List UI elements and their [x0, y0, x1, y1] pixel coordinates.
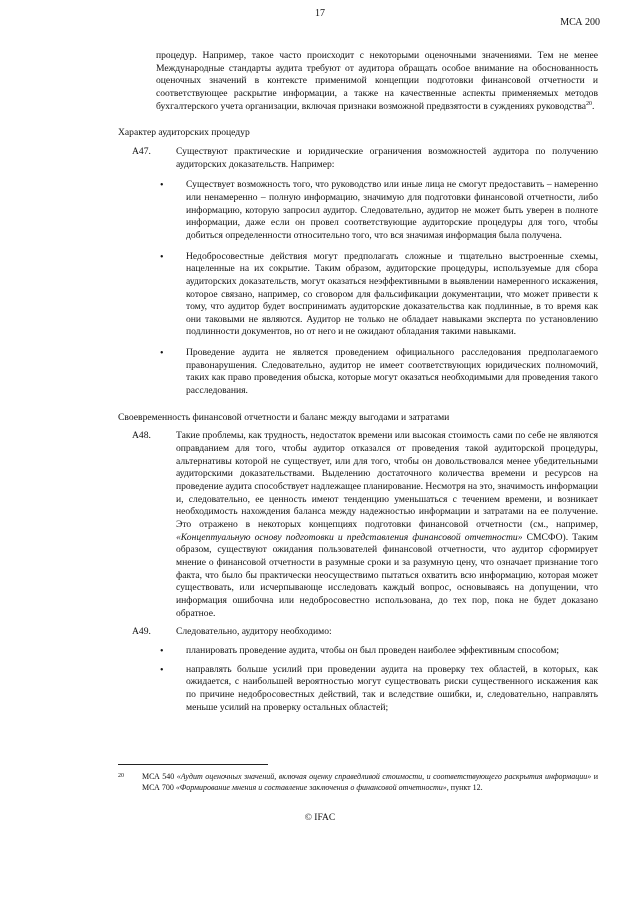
- footnote-number: 20: [118, 773, 124, 779]
- footnote-title-isa540: «Аудит оценочных значений, включая оценку справедливой стоимости, и соответствующего раскрытия информации»: [176, 772, 592, 781]
- bullet-icon: •: [160, 645, 164, 657]
- section-heading-nature-of-procedures: Характер аудиторских процедур: [118, 127, 250, 139]
- paragraph-text-part: СМСФО). Таким образом, существуют ожидания пользователей финансовой отчетности, что аудитор сформирует мнение о финансовой отчетности в разумные сроки и за разумную цену, что означает признание того факта, что было бы практически неосуществимо пытаться охватить всю информацию, которая может существовать, или исчерпывающе исследовать каждый вопрос, основываясь на допущении, что информация ошибочна или недобросовестно использована, до тех пор, пока не будет доказано обратное.: [176, 531, 598, 619]
- list-item: [118, 347, 598, 398]
- paragraph-text: Следовательно, аудитору необходимо:: [176, 626, 332, 638]
- list-item-text: Проведение аудита не является проведением официального расследования предполагаемого правонарушения. Следовательно, аудитор не имеет соответствующих юридических полномочий, таких как право проведения обыска, которые могут оказаться необходимыми для проведения такого расследования.: [186, 347, 598, 397]
- footnote-text: [118, 772, 598, 794]
- paragraph-text-part: Такие проблемы, как трудность, недостаток времени или высокая стоимость сами по себе не являются оправданием для того, чтобы аудитор отказался от проведения такой аудиторской процедуры, альтернативы которой не существует, или для того, чтобы он довольствовался менее убедительными аудиторскими доказательствами. Выделению достаточного количества времени и ресурсов на проведение аудита способствует надлежащее планирование. Несмотря на это, значимость информации и, следовательно, ее ценность имеют тенденцию уменьшаться с течением времени, и возникает необходимость нахождения баланса между надежностью информации и затратами на ее получение. Это отражено в некоторых концепциях подготовки финансовой отчетности (см., например,: [176, 430, 599, 530]
- footnote: [118, 772, 598, 794]
- framework-title: «Концептуальную основу подготовки и представления финансовой отчетности»: [176, 531, 523, 543]
- paragraph-number: A47.: [132, 145, 151, 157]
- list-item: [118, 251, 598, 340]
- page-footer-copyright: © IFAC: [304, 813, 336, 823]
- list-item: [118, 645, 598, 658]
- footnote-reference[interactable]: 20: [586, 100, 592, 107]
- page-content: [118, 50, 598, 714]
- paragraph-a47: [118, 146, 598, 171]
- paragraph-a49: [118, 626, 598, 639]
- footnote-text-part: МСА 540: [142, 772, 177, 781]
- paragraph-a48: [118, 430, 598, 620]
- list-item-text: планировать проведение аудита, чтобы он был проведен наиболее эффективным способом;: [186, 644, 560, 656]
- bullet-icon: •: [160, 251, 164, 263]
- paragraph-number: A49.: [132, 626, 151, 638]
- intro-paragraph: [156, 50, 598, 113]
- paragraph-text: Существуют практические и юридические ограничения возможностей аудитора по получению аудиторских доказательств. Например:: [176, 145, 598, 170]
- bullet-icon: •: [160, 664, 164, 676]
- paragraph-number: A48.: [132, 430, 151, 442]
- list-item: [118, 179, 598, 242]
- section-heading-timeliness: Своевременность финансовой отчетности и баланс между выгодами и затратами: [118, 411, 450, 423]
- bullet-icon: •: [160, 180, 164, 192]
- footnote-divider: [118, 764, 268, 765]
- footnote-text-part: и МСА 700: [142, 772, 599, 792]
- list-item-text: Существует возможность того, что руководство или иные лица не смогут предоставить – намеренно или ненамеренно – полную информацию, значимую для подготовки финансовой отчетности, либо информацию, которую запросил аудитор. Следовательно, аудитор не может быть уверен в полноте информации, даже если он провел соответствующие аудиторские процедуры для того, чтобы добиться определенности относительно того, что вся значимая информация была получена.: [186, 179, 598, 241]
- bullet-icon: •: [160, 348, 164, 360]
- page-number: 17: [315, 8, 325, 19]
- footnote-text-part: , пункт 12.: [446, 782, 483, 792]
- intro-end: .: [592, 100, 595, 112]
- intro-text: процедур. Например, такое часто происходит с некоторыми оценочными значениями. Тем не менее Международные стандарты аудита требуют от аудитора обращать особое внимание на обоснованность оценочных значений в контексте применимой концепции подготовки финансовой отчетности и соответствующее раскрытие информации, а также на качественные аспекты применяемых методов бухгалтерского учета организации, включая признаки возможной предвзятости в суждениях руководства: [156, 50, 598, 112]
- list-item-text: направлять больше усилий при проведении аудита на проверку тех областей, в которых, как ожидается, с наибольшей вероятностью могут существовать риски существенного искажения как по причине недобросовестных действий, так и вследствие ошибки, и, следовательно, направлять меньше усилий на проверку остальных областей;: [186, 663, 598, 713]
- list-item: [118, 664, 598, 715]
- footnote-title-isa700: «Формирование мнения и составление заключения о финансовой отчетности»: [175, 782, 447, 792]
- paragraph-text: [176, 430, 598, 620]
- document-reference: МСА 200: [560, 17, 600, 28]
- list-item-text: Недобросовестные действия могут предполагать сложные и тщательно выстроенные схемы, нацеленные на их сокрытие. Таким образом, аудиторские процедуры, используемые для сбора аудиторских доказательств, могут оказаться неэффективными в выявлении намеренного искажения, которое связано, например, со сговором для фальсификации документации, что может привести к тому, что аудитор будет воспринимать аудиторские доказательства как подлинные, в то время как они таковыми не являются. Аудитор не только не обладает навыками эксперта по установлению подлинности документов, но от него и не ожидают обладания такими навыками.: [186, 250, 598, 338]
